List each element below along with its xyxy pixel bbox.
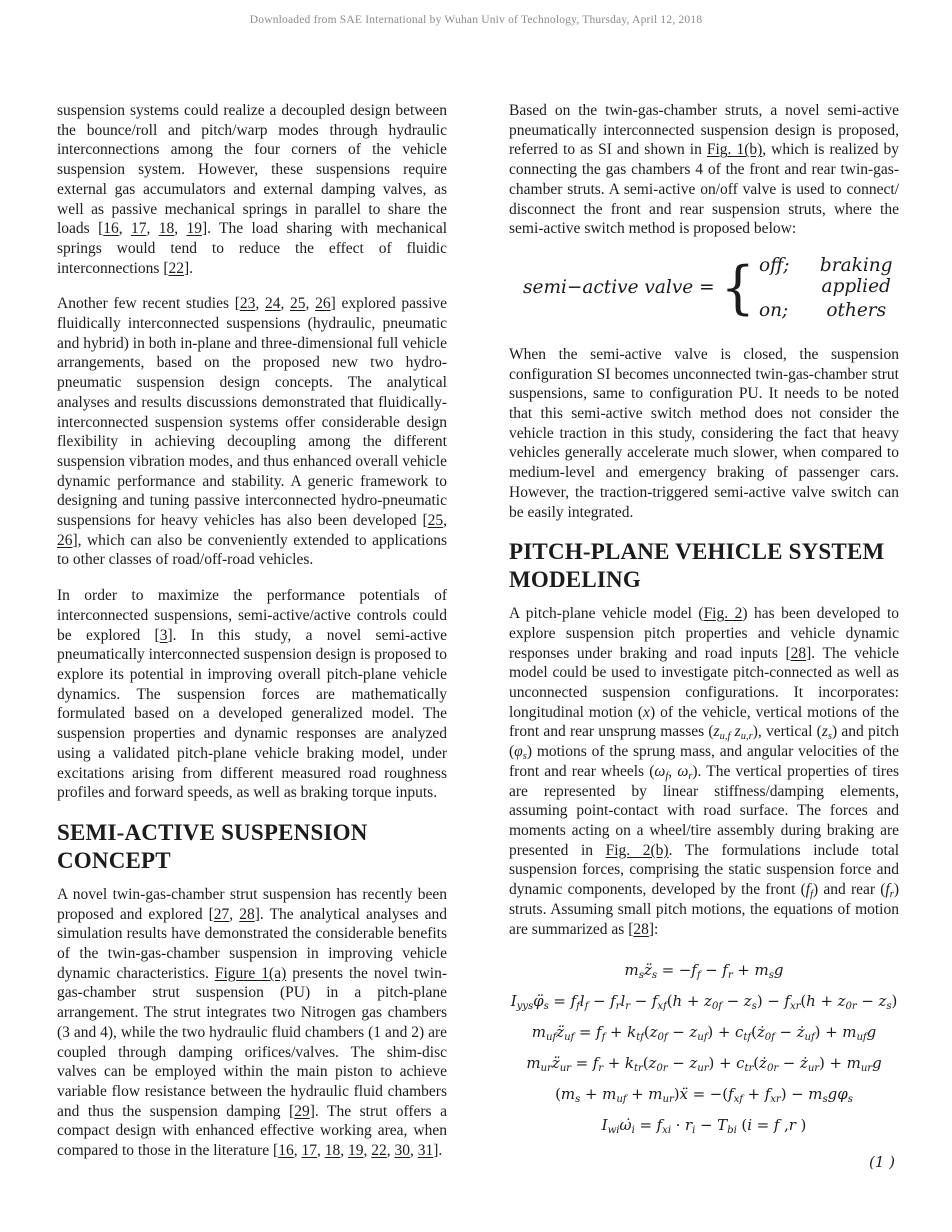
paragraph-study-overview: In order to maximize the performance potentials of interconnected suspensions, semi-active/active controls could be explored [3]. In this study, a novel semi-active pneumatically interconnected suspension design is proposed to explore its potential in improving overall pitch-plane vehicle dynamics. The suspension forces are mathematically formulated based on a developed generalized model. The suspension properties and dynamic responses are analyzed using a validated pitch-plane vehicle braking model, under excitations arising from different measured road roughness profiles and forward speeds, as well as braking torque inputs. bbox=[57, 587, 447, 802]
paragraph-vehicle-model: A pitch-plane vehicle model (Fig. 2) has been developed to explore suspension pitch properties and vehicle dynamic responses under braking and road inputs [28]. The vehicle model could be used to investigate pitch-connected as well as unconnected suspension configurations. It incorporates: longitudinal motion (x) of the vehicle, vertical motions of the front and rear unsprung masses ($z_{u,f}$ $z_{u,r}$), vertical $(z_s)$ and pitch $(\varphi_s)$ motions of the sprung mass, and angular velocities of the front and rear wheels ($\omega_f$, $\omega_r$). The vertical properties of tires are represented by linear stiffness/damping elements, assuming point-contact with road surface. The forces and moments acting on a wheel/tire assembly during braking are presented in Fig. 2(b). The formulations include total suspension forces, comprising the static suspension force and dynamic components, developed by the front $(f_f)$ and rear $(f_r)$ struts. Assuming small pitch motions, the equations of motion are summarized as [28]: bbox=[509, 605, 900, 938]
citation-link[interactable]: 16 bbox=[103, 220, 119, 238]
citation-link[interactable]: 19 bbox=[186, 220, 202, 238]
citation-link[interactable]: 24 bbox=[264, 295, 281, 313]
equation-sprung-vertical: $m_sz̈_s = -f_f - f_r + m_sg$ bbox=[624, 961, 784, 981]
header-notice: Downloaded from SAE International by Wuhan Univ of Technology, Thursday, April 12, 2018 bbox=[249, 14, 703, 26]
citation-link[interactable]: Fig. 1(b) bbox=[706, 141, 763, 159]
paragraph-valve-closed: When the semi-active valve is closed, the suspension configuration SI becomes unconnected twin-gas-chamber strut suspensions, same to configuration PU. It needs to be noted that this semi-active switch method does not consider the vehicle traction in this study, considering the fact that heavy vehicles generally accelerate much slower, when compared to medium-level and emergency braking of passenger cars. However, the traction-triggered semi-active valve switch can be easily integrated. bbox=[509, 345, 899, 521]
paragraph-si-design: Based on the twin-gas-chamber struts, a novel semi-active pneumatically interconnected suspension design is proposed, referred to as SI and shown in Fig. 1(b), which is realized by connecting the gas chambers 4 of the front and rear twin-gas-chamber struts. A semi-active on/off valve is used to connect/ disconnect the front and rear suspension struts, where the semi-active switch method is proposed below: bbox=[509, 102, 900, 238]
left-column bbox=[57, 101, 447, 1171]
equation-cases bbox=[759, 255, 899, 321]
citation-link[interactable]: 28 bbox=[239, 905, 255, 923]
equation-switch-rule bbox=[509, 255, 899, 321]
citation-link[interactable]: 16 bbox=[278, 1142, 294, 1160]
case-on-label: on; bbox=[758, 299, 789, 321]
citation-link[interactable]: 26 bbox=[57, 531, 73, 549]
citation-link[interactable]: 29 bbox=[294, 1102, 310, 1120]
citation-link[interactable]: 22 bbox=[168, 259, 184, 277]
citation-link[interactable]: 17 bbox=[130, 220, 147, 238]
equation-wheel-rotation: $I_{wi}\omegȧ_i = f_{xi} \cdot r_i - T_{bi}$ (i = f ,r ) bbox=[601, 1116, 807, 1136]
right-column bbox=[509, 101, 899, 1171]
citation-link[interactable]: 31 bbox=[417, 1142, 434, 1160]
equation-rear-unsprung: $m_{ur}z̈_{ur} = f_r + k_{tr}(z_{0r} - z_{ur})$ + $c_{tr}(ż_{0r}$ − $ż_{ur}) + m_{ur}g$ bbox=[526, 1054, 882, 1074]
equation-longitudinal: ($m_s + m_{uf}$ + $m_{ur})ẍ = -(f_{xf} + f_{xr}) - m_sg\varphi_s$ bbox=[555, 1085, 853, 1105]
left-brace: { bbox=[720, 254, 755, 321]
citation-link[interactable]: 30 bbox=[394, 1142, 410, 1160]
citation-link[interactable]: 19 bbox=[347, 1142, 364, 1160]
paragraph-twin-gas-chamber: A novel twin-gas-chamber strut suspension has recently been proposed and explored [27, 28]. The analytical analyses and simulation results have demonstrated the considerable benefits of the twin-gas-chamber suspension in improving vehicle dynamic characteristics. Figure 1(a) presents the novel twin-gas-chamber strut suspension (PU) in a pitch-plane arrangement. The strut integrates two Nitrogen gas chambers (3 and 4), while the two hydraulic fluid chambers (1 and 2) are coupled through damping orifices/valves. The shim-disc valves can be employed within the main piston to achieve variable flow resistance between the hydraulic fluid chambers and thus the suspension damping [29]. The strut offers a compact design with enhanced effective working area, when compared to those in the literature [16, 17, 18, 19, 22, 30, 31]. bbox=[57, 885, 448, 1160]
case-on-condition: others bbox=[826, 299, 887, 321]
citation-link[interactable]: 27 bbox=[213, 905, 230, 923]
section-heading-semi-active-suspension-concept: SEMI-ACTIVE SUSPENSION CONCEPT bbox=[57, 819, 368, 873]
equation-lhs: semi−active valve = bbox=[523, 277, 715, 299]
citation-link[interactable]: 28 bbox=[633, 920, 649, 938]
paragraph-interconnection-intro: suspension systems could realize a decoupled design between the bounce/roll and pitch/warp modes through hydraulic interconnections among the four corners of the vehicle suspension system. However, these suspensions require external gas accumulators and external damping valves, as well as passive mechanical springs in parallel to share the loads [16, 17, 18, 19]. The load sharing with mechanical springs would tend to reduce the effect of fluidic interconnections [22]. bbox=[57, 102, 448, 277]
citation-link[interactable]: 25 bbox=[427, 512, 444, 530]
citation-link[interactable]: 26 bbox=[315, 295, 331, 313]
citation-link[interactable]: 23 bbox=[239, 295, 256, 313]
citation-link[interactable]: 17 bbox=[301, 1142, 317, 1160]
equation-pitch-moment: $I_{yys}\varphï_s = f_fl_f - f_rl_r - f_{xf}(h + z_{0f} - z_s) - f_{xr}(h + z_{0r} - z_s)$ bbox=[510, 992, 898, 1012]
citation-link[interactable]: 22 bbox=[371, 1142, 387, 1160]
citation-link[interactable]: Figure 1(a) bbox=[214, 964, 287, 982]
section-heading-pitch-plane-modeling: PITCH-PLANE VEHICLE SYSTEM MODELING bbox=[509, 539, 885, 593]
citation-link[interactable]: 28 bbox=[790, 644, 807, 662]
citation-link[interactable]: 18 bbox=[324, 1142, 341, 1160]
equations-of-motion bbox=[509, 955, 899, 1171]
citation-link[interactable]: 3 bbox=[159, 626, 168, 644]
citation-link[interactable]: Fig. 2 bbox=[703, 605, 743, 623]
citation-link[interactable]: 25 bbox=[290, 295, 306, 313]
equation-front-unsprung: $m_{uf}z̈_{uf} = f_f + k_{tf}(z_{0f} - z_{uf})$ + $c_{tf}(ż_{0f}$ − $ż_{uf}) + m_{uf}g$ bbox=[531, 1023, 877, 1043]
equation-number: (1 ) bbox=[868, 1153, 895, 1172]
case-off-label: off; bbox=[758, 254, 790, 276]
citation-link[interactable]: Fig. 2(b) bbox=[605, 841, 669, 859]
columns bbox=[0, 101, 952, 1171]
paragraph-recent-studies: Another few recent studies [23, 24, 25, 26] explored passive fluidically interconnected suspensions (hydraulic, pneumatic and hybrid) in both in-plane and three-dimensional full vehicle arrangements, based on the proposed new two hydro-pneumatic suspension design concepts. The analytical analyses and results discussions demonstrated that fluidically-interconnected suspension systems offer considerable design flexibility in achieving decoupling among the different suspension vibration modes, and thus enhanced overall vehicle dynamic performance and stability. A generic framework to designing and tuning passive interconnected hydro-pneumatic suspensions for heavy vehicles has also been developed [25, 26], which can also be conveniently extended to applications to other classes of road/off-road vehicles. bbox=[57, 295, 448, 569]
citation-link[interactable]: 18 bbox=[158, 220, 175, 238]
case-off-condition: braking applied bbox=[819, 254, 893, 297]
